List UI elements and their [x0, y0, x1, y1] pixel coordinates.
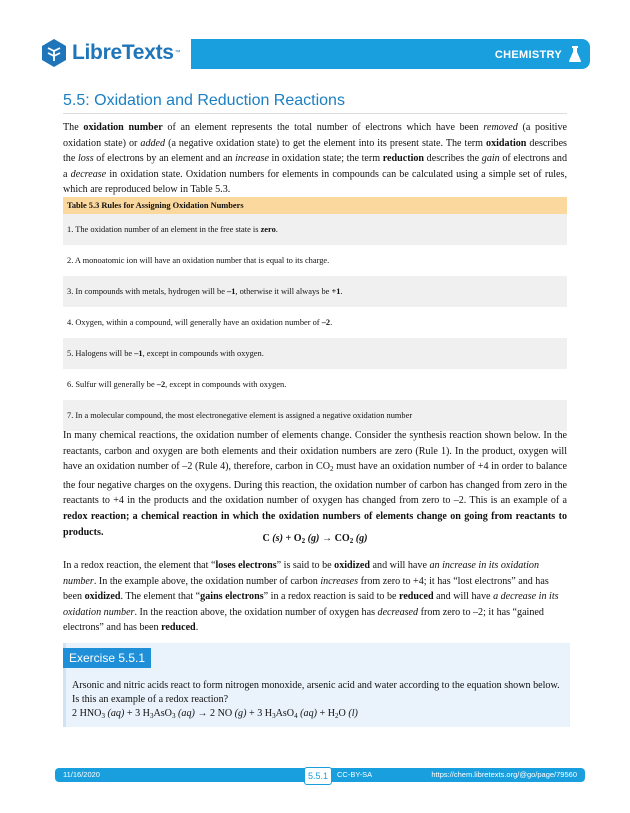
- footer-license: CC-BY-SA: [337, 770, 373, 779]
- term-oxidation: oxidation: [486, 137, 527, 149]
- subject-label: CHEMISTRY: [494, 49, 562, 61]
- libretexts-logo[interactable]: [40, 36, 191, 70]
- term-reduction: reduction: [382, 153, 425, 165]
- exercise-line-1: Arsonic and nitric acids react to form nitrogen monoxide, arsenic acid and water according to the equation shown below.: [72, 680, 560, 691]
- exercise-tab[interactable]: Exercise 5.5.1: [63, 648, 151, 668]
- oxidized-reduced-paragraph: In a redox reaction, the element that “loses electrons” is said to be oxidized and will have an increase in its oxidation number. In the example above, the oxidation number of carbon increases from zero to +4; it has “lost electrons” and has been oxidized. The element that “gains electrons” in a redox reaction is said to be reduced and will have a decrease in its oxidation number. In the reaction above, the oxidation number of oxygen has decreased from zero to –2; it has “gained electrons” and has been reduced.: [63, 560, 559, 634]
- page-header: [40, 36, 590, 70]
- table-row: 5. Halogens will be –1, except in compounds with oxygen.: [63, 338, 567, 369]
- logo-trademark: ™: [174, 50, 181, 56]
- exercise-line-2: Is this an example of a redox reaction?: [72, 693, 229, 705]
- table-row: 2. A monoatomic ion will have an oxidation number that is equal to its charge.: [63, 245, 567, 276]
- page-number: 5.5.1: [304, 767, 332, 785]
- redox-intro-paragraph: In many chemical reactions, the oxidation number of elements change. Consider the synthesis reaction shown below. In the reactants, carbon and oxygen are both elements and their oxidation numbers are zero (Rule 1). In the product, oxygen will have an oxidation number of –2 (Rule 4), therefore, carbon in $CO_2$ must have an oxidation number of +4 in order to balance the four negative charges on the oxygens. During this reaction, the oxidation number of carbon has changed from zero in the reactants to +4 in the products and the oxidation number of oxygen has changed from zero to –2. This is an example of a redox reaction; a chemical reaction in which the oxidation numbers of elements change on going from reactants to products.: [63, 430, 567, 538]
- footer-url[interactable]: https://chem.libretexts.org/@go/page/79560: [431, 770, 577, 779]
- term-oxidation-number: oxidation number: [83, 122, 163, 133]
- table-row: 3. In compounds with metals, hydrogen will be –1, otherwise it will always be +1.: [63, 276, 567, 307]
- table-row: 6. Sulfur will generally be –2, except in compounds with oxygen.: [63, 369, 567, 400]
- logo-text: LibreTexts: [72, 41, 174, 64]
- table-row: 1. The oxidation number of an element in the free state is zero.: [63, 214, 567, 245]
- title-divider: [63, 113, 567, 114]
- synthesis-equation: C $(s) + O_2$ $(g) \to CO_2$ (g): [262, 533, 368, 545]
- page-title: 5.5: Oxidation and Reduction Reactions: [63, 92, 345, 109]
- table-row: 4. Oxygen, within a compound, will generally have an oxidation number of –2.: [63, 307, 567, 338]
- rules-table: [63, 197, 567, 431]
- intro-paragraph: The oxidation number of an element represents the total number of electrons which have been removed (a positive oxidation state) or added (a negative oxidation state) to get the element into its present state. The term oxidation describes the loss of electrons by an element and an increase in oxidation state; the term reduction describes the gain of electrons and a decrease in oxidation state. Oxidation numbers for elements in compounds can be calculated using a simple set of rules, which are reproduced below in Table 5.3.: [63, 122, 568, 196]
- term-redox-reaction: redox reaction: [63, 510, 126, 522]
- flask-icon: [568, 46, 582, 63]
- exercise-text: [72, 679, 562, 723]
- exercise-equation: 2 $HNO_3$ (aq) + 3 $H_3AsO_3$ (aq) → 2 NO (g) + 3 $H_3AsO_4$ $(aq) + H_2O$ (l): [72, 707, 358, 720]
- libretexts-logo-icon: [40, 38, 68, 68]
- table-row: 7. In a molecular compound, the most electronegative element is assigned a negative oxidation number: [63, 400, 567, 431]
- footer-date: 11/16/2020: [63, 770, 100, 779]
- table-heading: Table 5.3 Rules for Assigning Oxidation Numbers: [63, 197, 567, 214]
